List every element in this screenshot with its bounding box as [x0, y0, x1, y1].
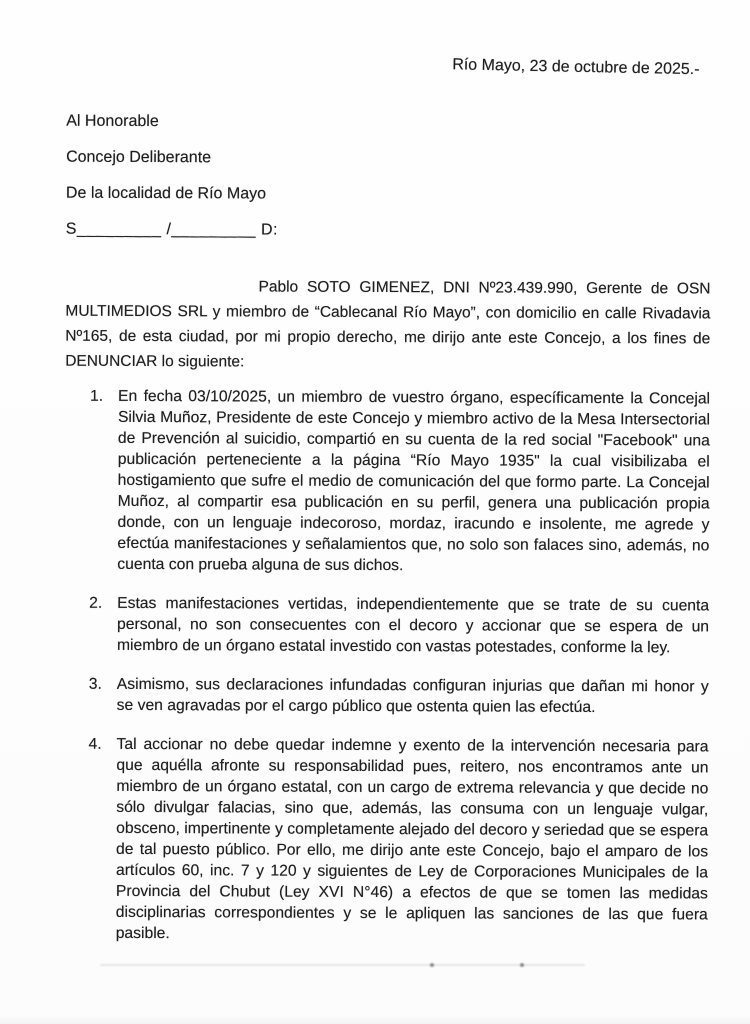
- list-item-2: [89, 593, 709, 659]
- scan-artifact-line: [100, 964, 585, 966]
- recipient-line-localidad: De la localidad de Río Mayo: [65, 184, 267, 203]
- salutation-line: S_________ /_________ D:: [65, 220, 279, 239]
- item-2-text: Estas manifestaciones vertidas, independientemente que se trate de su cuenta personal, no son consecuentes con el decoro y accionar que se espera de un miembro de un órgano estatal investido con vastas potestades, conforme la ley.: [116, 594, 710, 657]
- item-4-text: Tal accionar no debe quedar indemne y exento de la intervención necesaria para que aquélla afronte su responsabilidad pues, reitero, nos encontramos ante un miembro de un órgano estatal, con un cargo de extrema relevancia y que decide no sólo divulgar falacias, sino que, además, las consuma con un lenguaje vulgar, obsceno, impertinente y completamente alejado del decoro y seriedad que se espera de tal puesto público. Por ello, me dirijo ante este Concejo, bajo el amparo de los artículos 60, inc. 7 y 120 y siguientes de Ley de Corporaciones Municipales de la Provincia del Chubut (Ley XVI N°46) a efectos de que se tomen las medidas disciplinarias correspondientes y se le apliquen las sanciones de las que fuera pasible.: [115, 735, 709, 943]
- item-3-number: 3.: [88, 675, 102, 693]
- list-item-4: [88, 734, 709, 947]
- recipient-block: [66, 111, 711, 208]
- list-item-1: [89, 386, 710, 578]
- item-1-number: 1.: [90, 387, 104, 405]
- item-3-text: Asimismo, sus declaraciones infundadas configuran injurias que dañan mi honor y se ven agravadas por el cargo público que ostenta quien las efectúa.: [116, 675, 709, 716]
- complaint-items-list: [63, 386, 710, 947]
- recipient-line-concejo: Concejo Deliberante: [66, 148, 212, 167]
- list-item-3: [89, 674, 709, 719]
- intro-paragraph: Pablo SOTO GIMENEZ, DNI Nº23.439.990, Gerente de OSN MULTIMEDIOS SRL y miembro de “Cablecanal Río Mayo”, con domicilio en calle Rivadavia Nº165, de esta ciudad, por mi propio derecho, me dirijo ante este Concejo, a los fines de DENUNCIAR lo siguiente:: [65, 278, 711, 371]
- date-line: Río Mayo, 23 de octubre de 2025.-: [452, 56, 700, 79]
- item-1-text: En fecha 03/10/2025, un miembro de vuestro órgano, específicamente la Concejal Silvia Muñoz, Presidente de este Concejo y miembro activo de la Mesa Intersectorial de Prevención al suicidio, compartió en su cuenta de la red social "Facebook" una publicación perteneciente a la página “Río Mayo 1935" la cual visibilizaba el hostigamiento que sufre el medio de comunicación del que formo parte. La Concejal Muñoz, al compartir esa publicación en su perfil, genera una publicación propia donde, con un lenguaje indecoroso, mordaz, iracundo e insolente, me agrede y efectúa manifestaciones y señalamientos que, no solo son falaces sino, además, no cuenta con prueba alguna de sus dichos.: [117, 387, 711, 575]
- item-4-number: 4.: [88, 735, 102, 753]
- item-2-number: 2.: [89, 594, 103, 612]
- recipient-line-honorable: Al Honorable: [66, 112, 159, 131]
